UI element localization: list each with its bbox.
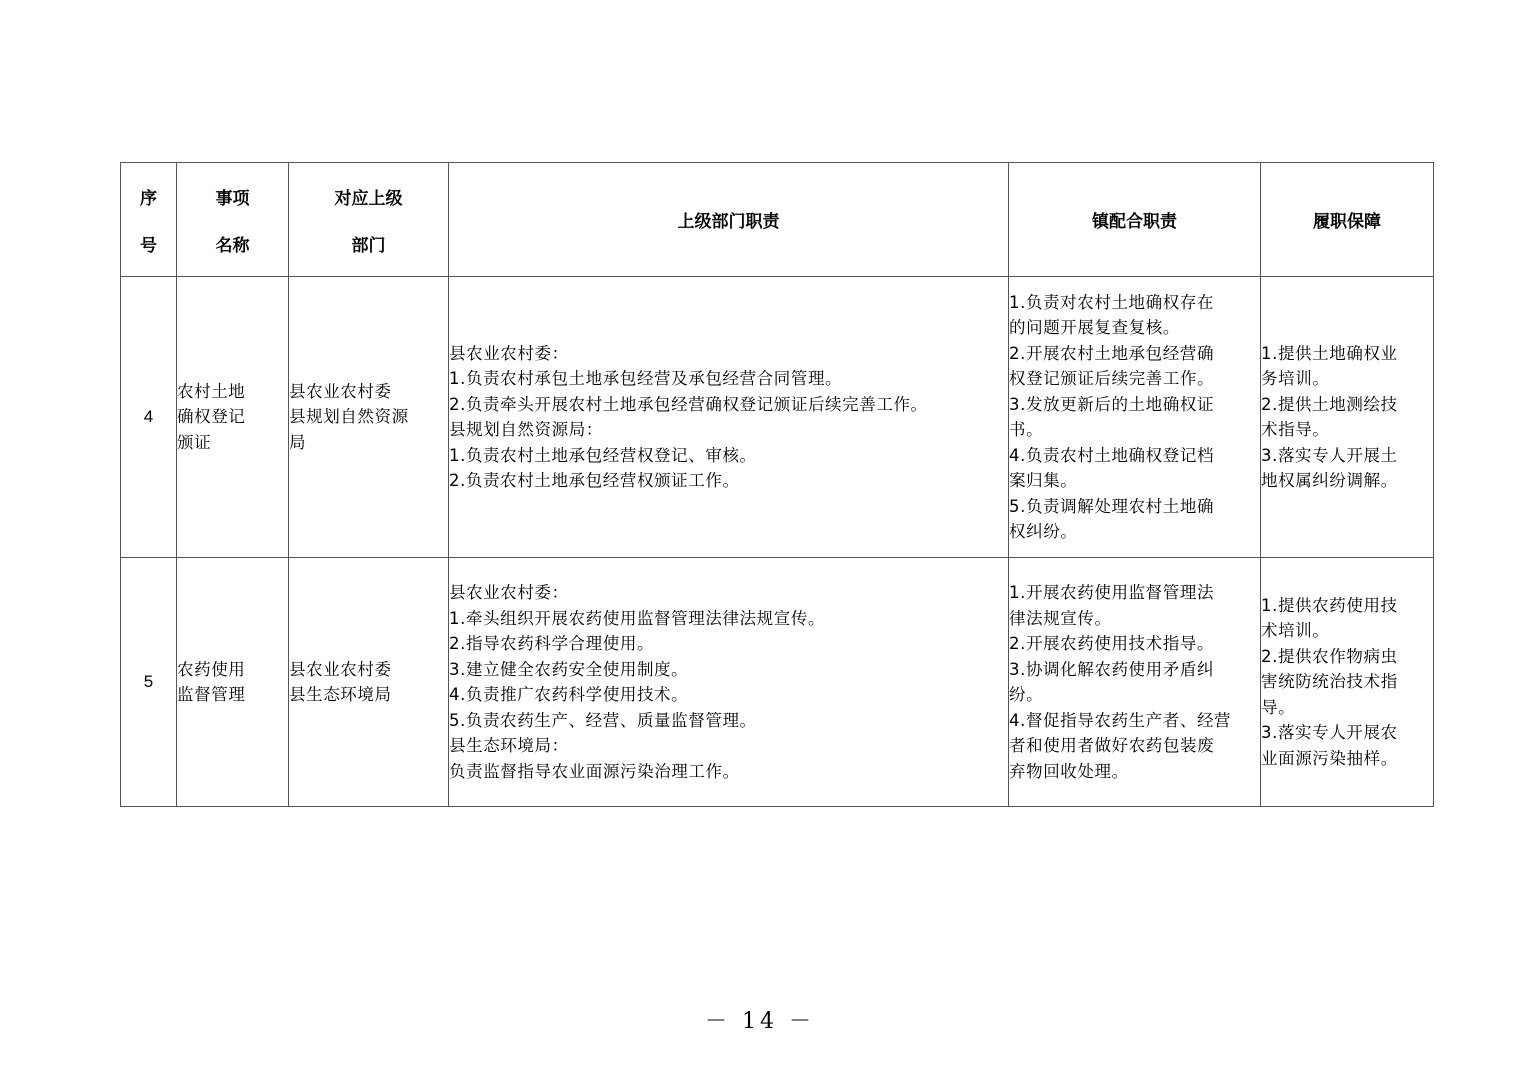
row-item-name xyxy=(177,277,289,558)
upper-duty-line: 1.牵头组织开展农药使用监督管理法律法规宣传。 xyxy=(449,608,826,628)
guarantee-line: 术培训。 xyxy=(1261,621,1330,641)
upper-duty-line: 负责监督指导农业面源污染治理工作。 xyxy=(449,761,740,781)
town-duty-line: 5.负责调解处理农村土地确 xyxy=(1009,496,1215,516)
upper-duty-line: 1.负责农村土地承包经营权登记、审核。 xyxy=(449,445,757,465)
header-index-line2: 号 xyxy=(140,235,157,256)
dept-line: 局 xyxy=(289,432,307,452)
upper-duty-line: 县农业农村委： xyxy=(449,583,569,602)
upper-duty-line: 2.指导农药科学合理使用。 xyxy=(449,634,655,653)
page-number: － 14 － xyxy=(705,1009,815,1034)
item-line: 确权登记 xyxy=(177,407,246,427)
upper-duty-line: 县规划自然资源局： xyxy=(449,420,603,439)
town-duty-line: 2.开展农药使用技术指导。 xyxy=(1009,634,1215,653)
header-upper-duty: 上级部门职责 xyxy=(449,163,1009,277)
row-town-duty xyxy=(1009,277,1261,558)
town-duty-line: 3.发放更新后的土地确权证 xyxy=(1009,394,1215,414)
dept-line: 县农业农村委 xyxy=(289,381,392,401)
town-duty-line: 者和使用者做好农药包装废 xyxy=(1009,736,1215,755)
dept-line: 县规划自然资源 xyxy=(289,407,409,427)
table-header-row xyxy=(121,163,1434,277)
guarantee-line: 3.落实专人开展土 xyxy=(1261,445,1398,465)
responsibility-table xyxy=(120,162,1434,807)
header-town-duty: 镇配合职责 xyxy=(1009,163,1261,277)
town-duty-line: 权纠纷。 xyxy=(1009,522,1078,541)
header-dept-line2: 部门 xyxy=(351,235,386,256)
row-upper-duty xyxy=(449,558,1009,807)
upper-duty-line: 2.负责牵头开展农村土地承包经营确权登记颁证后续完善工作。 xyxy=(449,394,928,414)
guarantee-line: 地权属纠纷调解。 xyxy=(1261,471,1398,490)
table-row xyxy=(121,558,1434,807)
row-index: 5 xyxy=(121,558,177,807)
header-dept-line1: 对应上级 xyxy=(334,188,403,209)
guarantee-line: 1.提供农药使用技 xyxy=(1261,595,1398,615)
row-department xyxy=(289,558,449,807)
guarantee-line: 3.落实专人开展农 xyxy=(1261,723,1398,743)
upper-duty-line: 2.负责农村土地承包经营权颁证工作。 xyxy=(449,471,740,490)
town-duty-line: 2.开展农村土地承包经营确 xyxy=(1009,343,1215,363)
guarantee-line: 务培训。 xyxy=(1261,369,1330,388)
town-duty-line: 弃物回收处理。 xyxy=(1009,761,1129,781)
item-line: 颁证 xyxy=(177,432,212,452)
upper-duty-line: 4.负责推广农药科学使用技术。 xyxy=(449,685,689,704)
row-town-duty xyxy=(1009,558,1261,807)
header-item-name xyxy=(177,163,289,277)
guarantee-line: 2.提供农作物病虫 xyxy=(1261,646,1398,666)
dept-line: 县农业农村委 xyxy=(289,659,392,679)
guarantee-line: 导。 xyxy=(1261,697,1296,717)
guarantee-line: 害统防统治技术指 xyxy=(1261,672,1398,692)
town-duty-line: 纷。 xyxy=(1009,685,1044,704)
upper-duty-line: 县农业农村委： xyxy=(449,343,569,363)
item-line: 监督管理 xyxy=(177,685,246,704)
upper-duty-line: 县生态环境局： xyxy=(449,736,569,755)
row-item-name xyxy=(177,558,289,807)
header-index-line1: 序 xyxy=(140,188,157,209)
town-duty-line: 书。 xyxy=(1009,420,1044,439)
town-duty-line: 案归集。 xyxy=(1009,471,1078,490)
guarantee-line: 术指导。 xyxy=(1261,420,1330,439)
town-duty-line: 的问题开展复查复核。 xyxy=(1009,318,1180,337)
upper-duty-line: 1.负责农村承包土地承包经营及承包经营合同管理。 xyxy=(449,369,843,388)
header-department xyxy=(289,163,449,277)
row-department xyxy=(289,277,449,558)
town-duty-line: 律法规宣传。 xyxy=(1009,608,1112,628)
town-duty-line: 权登记颁证后续完善工作。 xyxy=(1009,369,1215,388)
town-duty-line: 4.负责农村土地确权登记档 xyxy=(1009,445,1215,465)
table-row xyxy=(121,277,1434,558)
row-index: 4 xyxy=(121,277,177,558)
upper-duty-line: 5.负责农药生产、经营、质量监督管理。 xyxy=(449,710,757,730)
guarantee-line: 业面源污染抽样。 xyxy=(1261,748,1398,768)
header-item-line1: 事项 xyxy=(215,188,250,209)
row-upper-duty xyxy=(449,277,1009,558)
item-line: 农药使用 xyxy=(177,659,246,679)
item-line: 农村土地 xyxy=(177,381,246,401)
guarantee-line: 2.提供土地测绘技 xyxy=(1261,394,1398,414)
town-duty-line: 1.负责对农村土地确权存在 xyxy=(1009,292,1215,312)
town-duty-line: 1.开展农药使用监督管理法 xyxy=(1009,583,1215,602)
town-duty-line: 3.协调化解农药使用矛盾纠 xyxy=(1009,659,1215,679)
upper-duty-line: 3.建立健全农药安全使用制度。 xyxy=(449,659,689,679)
row-guarantee xyxy=(1261,558,1434,807)
header-item-line2: 名称 xyxy=(215,235,250,256)
town-duty-line: 4.督促指导农药生产者、经营 xyxy=(1009,710,1232,730)
header-index xyxy=(121,163,177,277)
row-guarantee xyxy=(1261,277,1434,558)
header-guarantee: 履职保障 xyxy=(1261,163,1434,277)
dept-line: 县生态环境局 xyxy=(289,685,392,704)
guarantee-line: 1.提供土地确权业 xyxy=(1261,343,1398,363)
